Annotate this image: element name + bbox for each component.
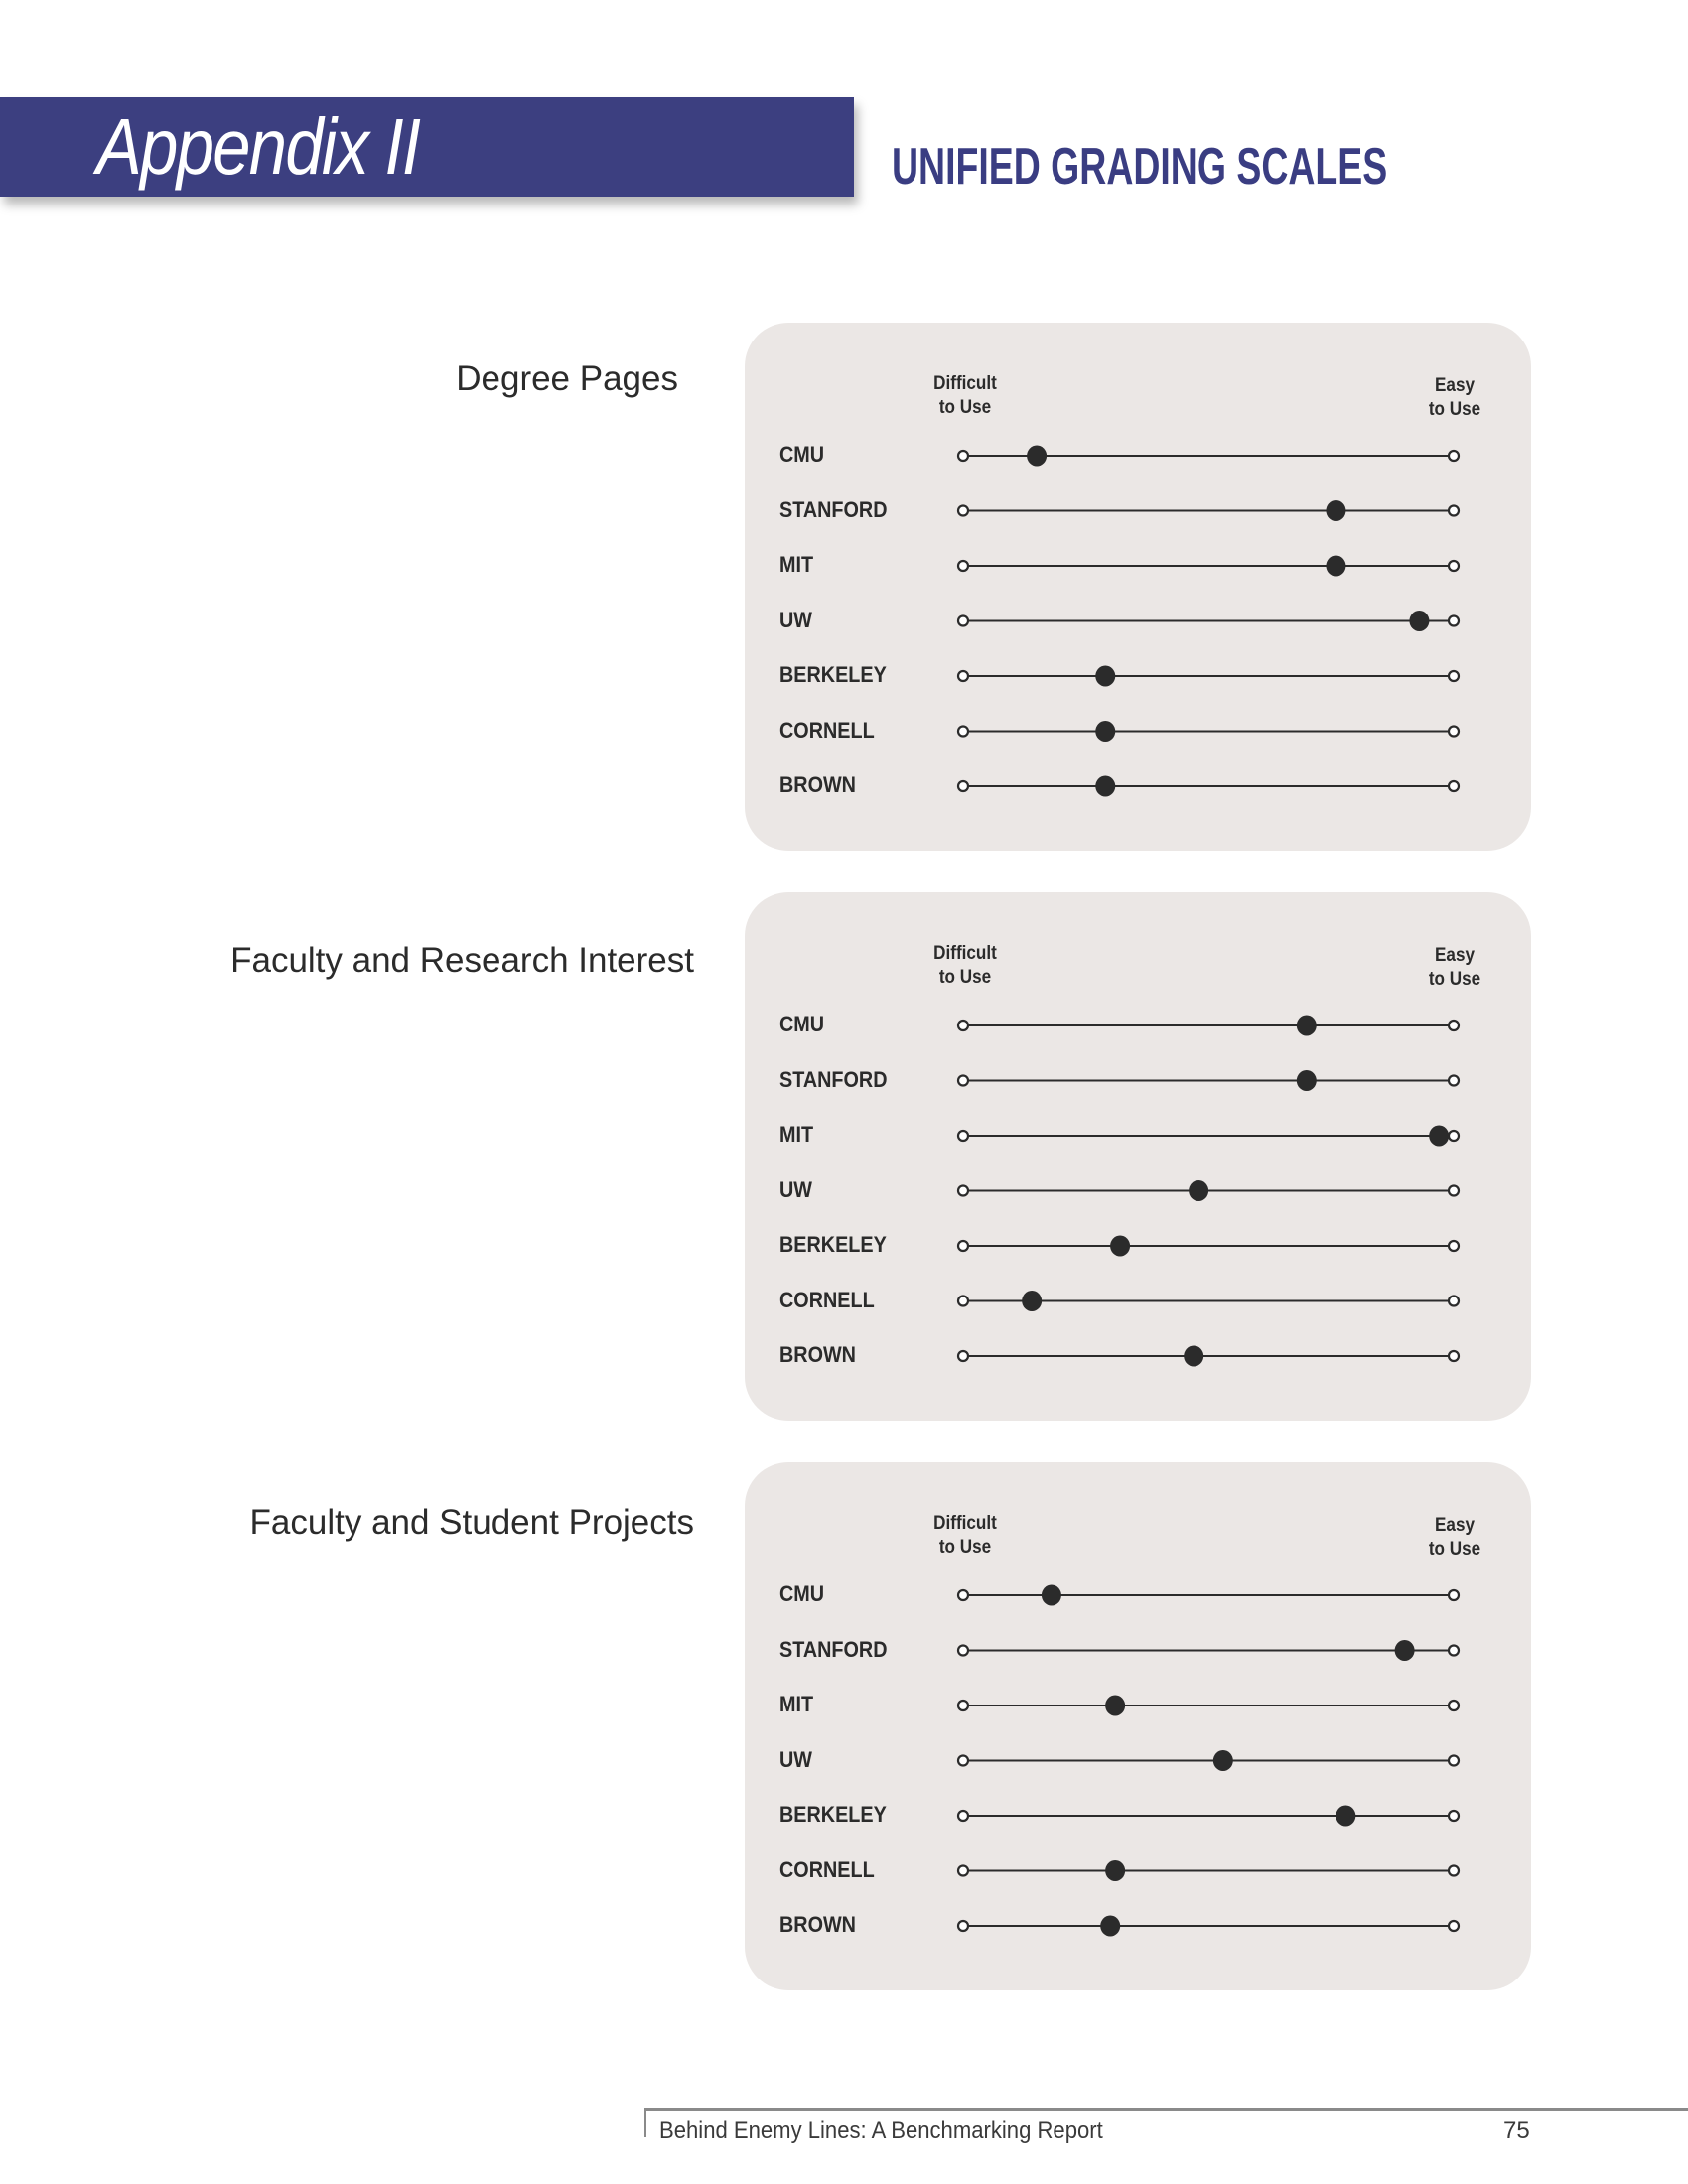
scale-endpoint-easy — [1449, 1076, 1459, 1086]
row-label-uw: UW — [779, 1746, 812, 1772]
scale-endpoint-difficult — [958, 1866, 968, 1876]
scale-endpoint-easy — [1449, 1921, 1459, 1931]
grading-panel-degree-pages — [745, 323, 1531, 851]
rating-marker-cmu — [1042, 1585, 1061, 1606]
row-label-berkeley: BERKELEY — [779, 1802, 887, 1827]
row-label-cmu: CMU — [779, 442, 825, 467]
scale-row-uw — [958, 611, 1459, 631]
row-label-uw: UW — [779, 1176, 812, 1202]
rating-marker-brown — [1100, 1916, 1120, 1937]
scale-row-cmu — [958, 1016, 1459, 1036]
scale-label-easy-line1: Easy — [1435, 1515, 1475, 1536]
scale-row-cornell — [958, 721, 1459, 742]
scale-endpoint-difficult — [958, 727, 968, 737]
rating-marker-brown — [1184, 1346, 1203, 1367]
rating-marker-cmu — [1027, 446, 1047, 467]
scale-row-mit — [958, 1696, 1459, 1716]
scale-endpoint-difficult — [958, 1351, 968, 1361]
row-label-brown: BROWN — [779, 772, 856, 797]
rating-marker-mit — [1429, 1126, 1449, 1147]
rating-marker-berkeley — [1095, 666, 1115, 687]
scale-endpoint-easy — [1449, 506, 1459, 516]
scale-label-easy-line2: to Use — [1428, 399, 1481, 420]
scale-endpoint-easy — [1449, 1186, 1459, 1196]
row-label-cornell: CORNELL — [779, 717, 875, 743]
scale-endpoint-difficult — [958, 1021, 968, 1030]
scale-label-difficult-line2: to Use — [938, 1537, 992, 1558]
row-label-cornell: CORNELL — [779, 1287, 875, 1312]
row-label-berkeley: BERKELEY — [779, 662, 887, 687]
rating-marker-mit — [1105, 1696, 1125, 1716]
scale-row-cmu — [958, 1585, 1459, 1606]
scale-label-difficult-line1: Difficult — [933, 1513, 997, 1534]
scale-row-brown — [958, 776, 1459, 797]
scale-label-difficult-line1: Difficult — [933, 373, 997, 394]
rating-marker-cornell — [1105, 1860, 1125, 1881]
grading-scale-chart — [745, 1462, 1531, 1990]
scale-endpoint-easy — [1449, 671, 1459, 681]
row-label-stanford: STANFORD — [779, 1066, 888, 1092]
scale-label-difficult-line1: Difficult — [933, 943, 997, 964]
scale-endpoint-difficult — [958, 781, 968, 791]
row-label-mit: MIT — [779, 1692, 814, 1716]
row-label-brown: BROWN — [779, 1912, 856, 1937]
scale-endpoint-difficult — [958, 1590, 968, 1600]
scale-endpoint-easy — [1449, 1811, 1459, 1821]
scale-endpoint-easy — [1449, 1866, 1459, 1876]
rating-marker-uw — [1213, 1750, 1233, 1771]
scale-row-cmu — [958, 446, 1459, 467]
grading-scale-chart — [745, 323, 1531, 851]
page-number: 75 — [1503, 2117, 1530, 2144]
scale-row-cornell — [958, 1291, 1459, 1311]
scale-endpoint-difficult — [958, 561, 968, 571]
scale-endpoint-easy — [1449, 727, 1459, 737]
scale-endpoint-easy — [1449, 781, 1459, 791]
scale-row-stanford — [958, 500, 1459, 521]
row-label-uw: UW — [779, 607, 812, 632]
scale-endpoint-difficult — [958, 1756, 968, 1766]
row-label-berkeley: BERKELEY — [779, 1232, 887, 1257]
scale-row-mit — [958, 556, 1459, 577]
scale-endpoint-difficult — [958, 451, 968, 461]
grading-panel-faculty-projects — [745, 1462, 1531, 1990]
scale-endpoint-difficult — [958, 671, 968, 681]
section-title-faculty-research: Faculty and Research Interest — [230, 941, 694, 980]
rating-marker-mit — [1326, 556, 1345, 577]
scale-endpoint-difficult — [958, 1186, 968, 1196]
scale-label-easy-line2: to Use — [1428, 969, 1481, 990]
rating-marker-stanford — [1395, 1640, 1415, 1661]
rating-marker-berkeley — [1336, 1806, 1355, 1827]
scale-endpoint-difficult — [958, 1646, 968, 1656]
rating-marker-uw — [1409, 611, 1429, 631]
scale-row-brown — [958, 1346, 1459, 1367]
scale-endpoint-difficult — [958, 1241, 968, 1251]
footer-rule-tick — [644, 2108, 646, 2137]
scale-endpoint-easy — [1449, 1646, 1459, 1656]
scale-endpoint-easy — [1449, 561, 1459, 571]
section-title-faculty-projects: Faculty and Student Projects — [249, 1503, 694, 1542]
scale-endpoint-difficult — [958, 1076, 968, 1086]
scale-label-difficult-line2: to Use — [938, 397, 992, 418]
rating-marker-stanford — [1297, 1070, 1317, 1091]
row-label-cmu: CMU — [779, 1581, 825, 1606]
rating-marker-stanford — [1326, 500, 1345, 521]
rating-marker-berkeley — [1110, 1236, 1130, 1257]
scale-row-stanford — [958, 1070, 1459, 1091]
row-label-stanford: STANFORD — [779, 1636, 888, 1662]
scale-endpoint-easy — [1449, 616, 1459, 626]
grading-panel-faculty-research — [745, 892, 1531, 1421]
scale-endpoint-easy — [1449, 1756, 1459, 1766]
section-title-degree-pages: Degree Pages — [456, 359, 678, 398]
scale-row-uw — [958, 1750, 1459, 1771]
rating-marker-cornell — [1095, 721, 1115, 742]
scale-endpoint-difficult — [958, 506, 968, 516]
scale-row-brown — [958, 1916, 1459, 1937]
scale-row-cornell — [958, 1860, 1459, 1881]
rating-marker-cornell — [1022, 1291, 1042, 1311]
scale-endpoint-easy — [1449, 1131, 1459, 1141]
scale-row-mit — [958, 1126, 1459, 1147]
scale-endpoint-easy — [1449, 1351, 1459, 1361]
row-label-cornell: CORNELL — [779, 1856, 875, 1882]
appendix-label: Appendix II — [96, 102, 420, 191]
row-label-brown: BROWN — [779, 1342, 856, 1367]
footer-rule — [644, 2108, 1688, 2111]
scale-label-easy-line2: to Use — [1428, 1539, 1481, 1560]
scale-label-easy-line1: Easy — [1435, 945, 1475, 966]
row-label-mit: MIT — [779, 552, 814, 577]
row-label-cmu: CMU — [779, 1012, 825, 1036]
scale-endpoint-easy — [1449, 1701, 1459, 1710]
scale-endpoint-difficult — [958, 1297, 968, 1306]
appendix-banner — [0, 97, 854, 197]
scale-row-stanford — [958, 1640, 1459, 1661]
scale-endpoint-easy — [1449, 1241, 1459, 1251]
rating-marker-brown — [1095, 776, 1115, 797]
scale-endpoint-difficult — [958, 616, 968, 626]
row-label-mit: MIT — [779, 1122, 814, 1147]
scale-endpoint-easy — [1449, 1590, 1459, 1600]
scale-label-difficult-line2: to Use — [938, 967, 992, 988]
scale-row-berkeley — [958, 1806, 1459, 1827]
scale-endpoint-difficult — [958, 1921, 968, 1931]
scale-row-berkeley — [958, 1236, 1459, 1257]
grading-scale-chart — [745, 892, 1531, 1421]
footer-report-title: Behind Enemy Lines: A Benchmarking Report — [659, 2117, 1103, 2144]
scale-endpoint-easy — [1449, 1021, 1459, 1030]
scale-label-easy-line1: Easy — [1435, 375, 1475, 396]
scale-endpoint-easy — [1449, 1297, 1459, 1306]
rating-marker-uw — [1189, 1180, 1208, 1201]
scale-endpoint-difficult — [958, 1811, 968, 1821]
scale-row-uw — [958, 1180, 1459, 1201]
page-title: UNIFIED GRADING SCALES — [892, 138, 1388, 196]
scale-endpoint-difficult — [958, 1131, 968, 1141]
rating-marker-cmu — [1297, 1016, 1317, 1036]
row-label-stanford: STANFORD — [779, 496, 888, 522]
scale-row-berkeley — [958, 666, 1459, 687]
scale-endpoint-difficult — [958, 1701, 968, 1710]
scale-endpoint-easy — [1449, 451, 1459, 461]
